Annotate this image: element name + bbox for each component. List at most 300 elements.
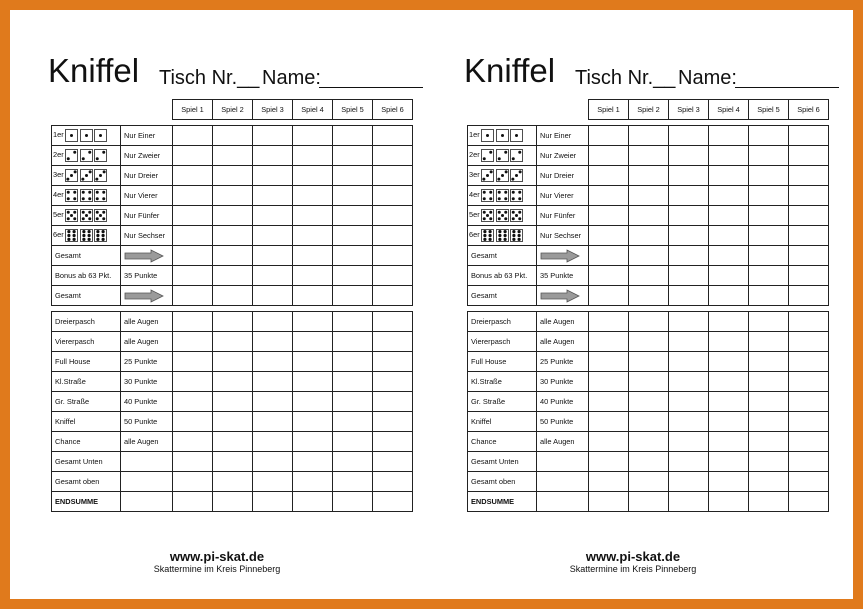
score-cell[interactable] <box>709 146 749 166</box>
arrow-icon <box>540 249 580 263</box>
score-cell[interactable] <box>749 332 789 352</box>
score-cell[interactable] <box>589 352 629 372</box>
score-cell[interactable] <box>333 392 373 412</box>
score-cell[interactable] <box>629 286 669 306</box>
score-cell[interactable] <box>709 126 749 146</box>
score-cell[interactable] <box>709 492 749 512</box>
score-cell[interactable] <box>629 246 669 266</box>
game-header: Spiel 3 <box>253 100 293 120</box>
score-cell[interactable] <box>749 226 789 246</box>
score-cell[interactable] <box>709 352 749 372</box>
score-cell[interactable] <box>789 126 829 146</box>
score-cell[interactable] <box>253 126 293 146</box>
score-cell[interactable] <box>333 332 373 352</box>
row-desc: Nur Vierer <box>537 186 589 206</box>
score-cell[interactable] <box>589 452 629 472</box>
row-desc: alle Augen <box>121 332 173 352</box>
score-cell[interactable] <box>213 146 253 166</box>
die-icon <box>65 229 78 242</box>
die-icon <box>496 169 509 182</box>
footer-url[interactable]: www.pi-skat.de <box>169 549 265 564</box>
row-label: Gesamt oben <box>468 472 537 492</box>
score-cell[interactable] <box>333 492 373 512</box>
score-cell[interactable] <box>173 206 213 226</box>
score-cell[interactable] <box>173 146 213 166</box>
score-cell[interactable] <box>173 472 213 492</box>
score-cell[interactable] <box>749 352 789 372</box>
score-cell[interactable] <box>333 372 373 392</box>
score-cell[interactable] <box>589 246 629 266</box>
score-cell[interactable] <box>629 186 669 206</box>
score-cell[interactable] <box>253 226 293 246</box>
score-cell[interactable] <box>333 266 373 286</box>
score-cell[interactable] <box>373 472 413 492</box>
arrow-icon <box>540 289 580 303</box>
row-desc: 25 Punkte <box>121 352 173 372</box>
name-line[interactable] <box>319 67 423 88</box>
score-cell[interactable] <box>293 226 333 246</box>
score-cell[interactable] <box>253 432 293 452</box>
score-cell[interactable] <box>629 146 669 166</box>
die-icon <box>481 229 494 242</box>
score-cell[interactable] <box>253 246 293 266</box>
score-cell[interactable] <box>789 166 829 186</box>
score-cell[interactable] <box>173 452 213 472</box>
score-cell[interactable] <box>789 472 829 492</box>
score-cell[interactable] <box>669 372 709 392</box>
score-cell[interactable] <box>589 432 629 452</box>
row-desc <box>121 452 173 472</box>
score-cell[interactable] <box>589 312 629 332</box>
die-icon <box>481 209 494 222</box>
score-cell[interactable] <box>173 226 213 246</box>
row-label: ENDSUMME <box>52 492 121 512</box>
score-cell[interactable] <box>213 312 253 332</box>
score-cell[interactable] <box>373 226 413 246</box>
score-cell[interactable] <box>293 312 333 332</box>
score-cell[interactable] <box>789 206 829 226</box>
score-cell[interactable] <box>293 472 333 492</box>
score-cell[interactable] <box>373 392 413 412</box>
score-cell[interactable] <box>589 146 629 166</box>
row-label: Chance <box>468 432 537 452</box>
game-header: Spiel 5 <box>333 100 373 120</box>
die-icon <box>496 229 509 242</box>
score-cell[interactable] <box>669 126 709 146</box>
score-cell[interactable] <box>789 452 829 472</box>
score-cell[interactable] <box>629 392 669 412</box>
score-cell[interactable] <box>629 412 669 432</box>
score-cell[interactable] <box>333 226 373 246</box>
score-cell[interactable] <box>213 392 253 412</box>
row-label: 1er <box>468 126 537 146</box>
score-cell[interactable] <box>669 186 709 206</box>
score-cell[interactable] <box>373 206 413 226</box>
game-header: Spiel 5 <box>749 100 789 120</box>
row-desc: 35 Punkte <box>121 266 173 286</box>
score-cell[interactable] <box>749 372 789 392</box>
footer-url[interactable]: www.pi-skat.de <box>585 549 681 564</box>
row-desc: Nur Vierer <box>121 186 173 206</box>
score-cell[interactable] <box>709 312 749 332</box>
score-cell[interactable] <box>173 312 213 332</box>
score-cell[interactable] <box>669 312 709 332</box>
row-desc <box>537 452 589 472</box>
score-cell[interactable] <box>253 206 293 226</box>
score-cell[interactable] <box>173 246 213 266</box>
score-cell[interactable] <box>709 452 749 472</box>
score-cell[interactable] <box>589 226 629 246</box>
score-cell[interactable] <box>293 286 333 306</box>
score-cell[interactable] <box>213 452 253 472</box>
score-cell[interactable] <box>253 412 293 432</box>
score-cell[interactable] <box>253 186 293 206</box>
score-cell[interactable] <box>293 206 333 226</box>
score-cell[interactable] <box>293 186 333 206</box>
score-cell[interactable] <box>253 332 293 352</box>
score-cell[interactable] <box>173 186 213 206</box>
score-cell[interactable] <box>293 372 333 392</box>
score-cell[interactable] <box>333 452 373 472</box>
score-cell[interactable] <box>749 206 789 226</box>
score-cell[interactable] <box>173 412 213 432</box>
die-icon <box>496 149 509 162</box>
score-cell[interactable] <box>333 126 373 146</box>
score-cell[interactable] <box>709 206 749 226</box>
score-cell[interactable] <box>589 472 629 492</box>
row-label: Dreierpasch <box>52 312 121 332</box>
score-cell[interactable] <box>789 246 829 266</box>
score-sheet <box>0 0 430 609</box>
row-desc: alle Augen <box>121 312 173 332</box>
score-cell[interactable] <box>213 266 253 286</box>
score-cell[interactable] <box>253 166 293 186</box>
score-cell[interactable] <box>669 412 709 432</box>
score-cell[interactable] <box>293 392 333 412</box>
score-cell[interactable] <box>789 392 829 412</box>
upper-table <box>467 99 829 306</box>
row-label: Kl.Straße <box>468 372 537 392</box>
score-cell[interactable] <box>213 412 253 432</box>
die-icon <box>510 209 523 222</box>
score-cell[interactable] <box>589 266 629 286</box>
score-cell[interactable] <box>253 146 293 166</box>
row-label: Viererpasch <box>468 332 537 352</box>
score-cell[interactable] <box>789 372 829 392</box>
score-cell[interactable] <box>213 432 253 452</box>
score-cell[interactable] <box>589 206 629 226</box>
score-cell[interactable] <box>789 492 829 512</box>
score-cell[interactable] <box>669 246 709 266</box>
die-icon <box>94 209 107 222</box>
score-cell[interactable] <box>749 432 789 452</box>
score-cell[interactable] <box>253 372 293 392</box>
score-cell[interactable] <box>213 492 253 512</box>
score-cell[interactable] <box>589 412 629 432</box>
row-label: Bonus ab 63 Pkt. <box>468 266 537 286</box>
score-cell[interactable] <box>213 126 253 146</box>
score-cell[interactable] <box>293 412 333 432</box>
score-cell[interactable] <box>373 246 413 266</box>
die-icon <box>496 189 509 202</box>
score-cell[interactable] <box>629 352 669 372</box>
score-cell[interactable] <box>789 332 829 352</box>
row-desc: alle Augen <box>537 332 589 352</box>
score-cell[interactable] <box>333 286 373 306</box>
score-cell[interactable] <box>709 246 749 266</box>
score-cell[interactable] <box>789 432 829 452</box>
score-cell[interactable] <box>789 146 829 166</box>
score-cell[interactable] <box>709 412 749 432</box>
score-cell[interactable] <box>213 246 253 266</box>
row-label: ENDSUMME <box>468 492 537 512</box>
row-desc <box>537 492 589 512</box>
score-cell[interactable] <box>173 372 213 392</box>
score-cell[interactable] <box>749 126 789 146</box>
game-header: Spiel 4 <box>709 100 749 120</box>
score-cell[interactable] <box>253 286 293 306</box>
score-cell[interactable] <box>173 286 213 306</box>
score-cell[interactable] <box>629 492 669 512</box>
score-cell[interactable] <box>213 352 253 372</box>
score-cell[interactable] <box>373 372 413 392</box>
score-cell[interactable] <box>629 266 669 286</box>
score-cell[interactable] <box>629 206 669 226</box>
die-icon <box>496 129 509 142</box>
score-cell[interactable] <box>213 372 253 392</box>
row-desc: 25 Punkte <box>537 352 589 372</box>
score-cell[interactable] <box>293 492 333 512</box>
score-cell[interactable] <box>373 146 413 166</box>
score-cell[interactable] <box>213 286 253 306</box>
score-cell[interactable] <box>213 472 253 492</box>
row-label: Gesamt Unten <box>468 452 537 472</box>
score-cell[interactable] <box>333 432 373 452</box>
row-desc: 35 Punkte <box>537 266 589 286</box>
score-cell[interactable] <box>789 266 829 286</box>
score-cell[interactable] <box>789 352 829 372</box>
score-cell[interactable] <box>173 266 213 286</box>
game-header: Spiel 6 <box>789 100 829 120</box>
score-cell[interactable] <box>333 146 373 166</box>
score-cell[interactable] <box>669 332 709 352</box>
score-cell[interactable] <box>333 186 373 206</box>
score-cell[interactable] <box>629 166 669 186</box>
score-cell[interactable] <box>293 332 333 352</box>
score-cell[interactable] <box>173 392 213 412</box>
die-icon <box>94 229 107 242</box>
score-cell[interactable] <box>173 352 213 372</box>
row-label: Kniffel <box>52 412 121 432</box>
score-cell[interactable] <box>629 432 669 452</box>
tisch-label: Tisch Nr.__ <box>159 67 260 89</box>
score-cell[interactable] <box>749 492 789 512</box>
score-cell[interactable] <box>749 166 789 186</box>
score-cell[interactable] <box>749 412 789 432</box>
score-cell[interactable] <box>253 392 293 412</box>
score-cell[interactable] <box>373 492 413 512</box>
score-cell[interactable] <box>669 492 709 512</box>
score-cell[interactable] <box>749 186 789 206</box>
score-cell[interactable] <box>669 286 709 306</box>
score-cell[interactable] <box>373 126 413 146</box>
score-cell[interactable] <box>293 166 333 186</box>
score-cell[interactable] <box>293 432 333 452</box>
name-line[interactable] <box>735 67 839 88</box>
score-cell[interactable] <box>709 286 749 306</box>
score-cell[interactable] <box>789 286 829 306</box>
score-cell[interactable] <box>173 432 213 452</box>
score-cell[interactable] <box>749 146 789 166</box>
score-cell[interactable] <box>749 246 789 266</box>
score-cell[interactable] <box>373 312 413 332</box>
score-cell[interactable] <box>669 452 709 472</box>
row-label: Chance <box>52 432 121 452</box>
score-cell[interactable] <box>373 432 413 452</box>
row-desc: Nur Zweier <box>537 146 589 166</box>
score-cell[interactable] <box>709 472 749 492</box>
score-cell[interactable] <box>373 266 413 286</box>
score-cell[interactable] <box>669 472 709 492</box>
row-desc: Nur Zweier <box>121 146 173 166</box>
score-cell[interactable] <box>589 392 629 412</box>
score-cell[interactable] <box>669 226 709 246</box>
score-cell[interactable] <box>213 332 253 352</box>
page-title: Kniffel <box>48 52 140 89</box>
score-cell[interactable] <box>253 472 293 492</box>
score-cell[interactable] <box>333 312 373 332</box>
row-desc: Nur Dreier <box>121 166 173 186</box>
die-icon <box>481 129 494 142</box>
score-cell[interactable] <box>709 392 749 412</box>
score-cell[interactable] <box>333 246 373 266</box>
score-cell[interactable] <box>589 286 629 306</box>
score-cell[interactable] <box>293 246 333 266</box>
score-cell[interactable] <box>253 492 293 512</box>
score-cell[interactable] <box>333 472 373 492</box>
score-cell[interactable] <box>589 166 629 186</box>
score-cell[interactable] <box>333 352 373 372</box>
score-cell[interactable] <box>669 146 709 166</box>
score-cell[interactable] <box>669 266 709 286</box>
score-cell[interactable] <box>709 266 749 286</box>
score-cell[interactable] <box>749 452 789 472</box>
score-cell[interactable] <box>373 452 413 472</box>
lower-table <box>467 311 829 512</box>
score-cell[interactable] <box>293 146 333 166</box>
score-cell[interactable] <box>213 226 253 246</box>
row-label: Dreierpasch <box>468 312 537 332</box>
row-label: 3er <box>468 166 537 186</box>
score-cell[interactable] <box>253 352 293 372</box>
score-cell[interactable] <box>749 472 789 492</box>
score-cell[interactable] <box>709 166 749 186</box>
row-desc: Nur Sechser <box>537 226 589 246</box>
score-cell[interactable] <box>749 286 789 306</box>
row-label: Full House <box>468 352 537 372</box>
score-cell[interactable] <box>589 372 629 392</box>
score-cell[interactable] <box>709 186 749 206</box>
score-cell[interactable] <box>669 352 709 372</box>
score-cell[interactable] <box>373 166 413 186</box>
score-cell[interactable] <box>749 266 789 286</box>
row-label: Kniffel <box>468 412 537 432</box>
score-cell[interactable] <box>749 392 789 412</box>
score-cell[interactable] <box>709 226 749 246</box>
score-cell[interactable] <box>629 452 669 472</box>
score-cell[interactable] <box>333 412 373 432</box>
score-cell[interactable] <box>173 492 213 512</box>
score-cell[interactable] <box>669 206 709 226</box>
row-label: Gesamt <box>468 246 537 266</box>
score-cell[interactable] <box>333 206 373 226</box>
score-cell[interactable] <box>669 392 709 412</box>
score-cell[interactable] <box>589 492 629 512</box>
score-cell[interactable] <box>589 186 629 206</box>
score-cell[interactable] <box>589 332 629 352</box>
score-cell[interactable] <box>373 286 413 306</box>
score-cell[interactable] <box>213 166 253 186</box>
score-cell[interactable] <box>173 126 213 146</box>
score-cell[interactable] <box>293 352 333 372</box>
score-cell[interactable] <box>373 332 413 352</box>
score-cell[interactable] <box>373 186 413 206</box>
score-cell[interactable] <box>589 126 629 146</box>
score-cell[interactable] <box>789 412 829 432</box>
score-cell[interactable] <box>629 372 669 392</box>
score-cell[interactable] <box>669 432 709 452</box>
score-cell[interactable] <box>293 126 333 146</box>
score-cell[interactable] <box>213 206 253 226</box>
score-cell[interactable] <box>629 226 669 246</box>
score-cell[interactable] <box>629 472 669 492</box>
row-desc: 40 Punkte <box>121 392 173 412</box>
row-desc <box>537 246 589 266</box>
score-cell[interactable] <box>173 166 213 186</box>
score-cell[interactable] <box>293 266 333 286</box>
game-header: Spiel 4 <box>293 100 333 120</box>
score-cell[interactable] <box>709 432 749 452</box>
score-cell[interactable] <box>253 312 293 332</box>
score-cell[interactable] <box>709 372 749 392</box>
score-cell[interactable] <box>253 452 293 472</box>
score-cell[interactable] <box>373 412 413 432</box>
name-label: Name: <box>678 67 737 89</box>
score-cell[interactable] <box>709 332 749 352</box>
score-cell[interactable] <box>629 332 669 352</box>
die-icon <box>80 209 93 222</box>
score-cell[interactable] <box>749 312 789 332</box>
score-cell[interactable] <box>173 332 213 352</box>
row-label: 5er <box>52 206 121 226</box>
row-label: Gr. Straße <box>468 392 537 412</box>
score-cell[interactable] <box>213 186 253 206</box>
score-cell[interactable] <box>333 166 373 186</box>
score-cell[interactable] <box>373 352 413 372</box>
score-cell[interactable] <box>629 126 669 146</box>
score-cell[interactable] <box>669 166 709 186</box>
score-cell[interactable] <box>789 312 829 332</box>
score-cell[interactable] <box>253 266 293 286</box>
row-label: 5er <box>468 206 537 226</box>
score-cell[interactable] <box>789 226 829 246</box>
score-cell[interactable] <box>293 452 333 472</box>
score-cell[interactable] <box>629 312 669 332</box>
score-cell[interactable] <box>789 186 829 206</box>
row-desc <box>121 472 173 492</box>
tisch-label: Tisch Nr.__ <box>575 67 676 89</box>
row-label: 1er <box>52 126 121 146</box>
